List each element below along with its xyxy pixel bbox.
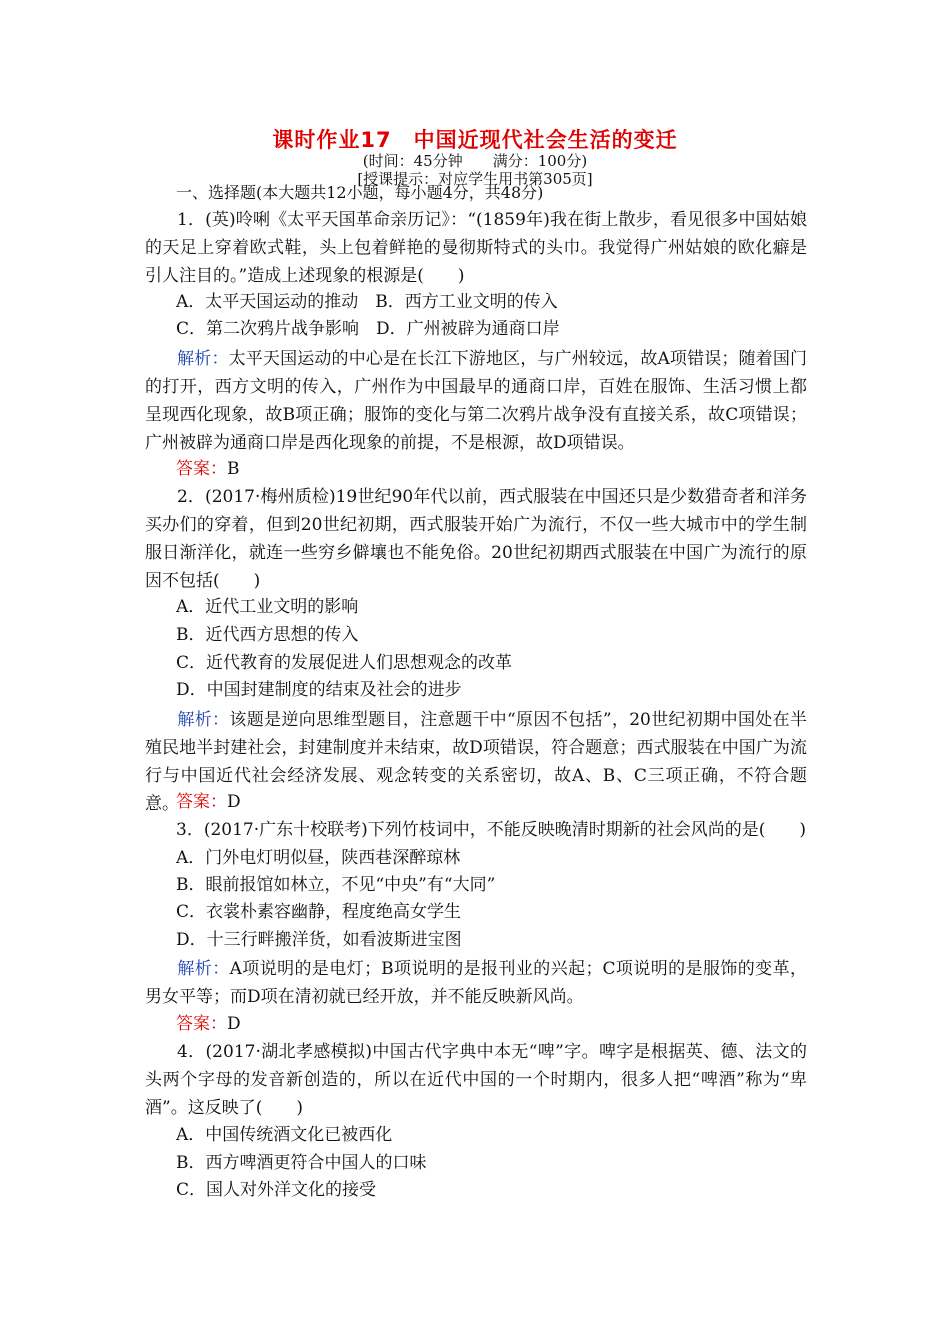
section-heading: 一、选择题(本大题共12小题，每小题4分，共48分) <box>176 183 544 202</box>
answer-value: D <box>227 792 241 812</box>
question-3-option-b: B．眼前报馆如林立，不见“中央”有“大同” <box>176 875 496 895</box>
question-2-option-c: C．近代教育的发展促进人们思想观念的改革 <box>176 653 513 673</box>
question-3-answer <box>176 1014 241 1034</box>
question-3-analysis <box>145 955 807 1011</box>
analysis-text: 太平天国运动的中心是在长江下游地区，与广州较远，故A项错误；随着国门的打开，西方文明的传入，广州作为中国最早的通商口岸，百姓在服饰、生活习惯上都呈现西化现象，故B项正确；服饰的变化与第二次鸦片战争没有直接关系，故C项错误；广州被辟为通商口岸是西化现象的前提，不是根源，故D项错误。 <box>145 349 808 453</box>
question-2-option-a: A．近代工业文明的影响 <box>176 597 359 617</box>
question-1-options-ab: A．太平天国运动的推动 B．西方工业文明的传入 <box>176 292 558 312</box>
analysis-label: 解析： <box>177 710 230 730</box>
page-title: 课时作业17 中国近现代社会生活的变迁 <box>272 128 678 152</box>
question-3-option-c: C．衣裳朴素容幽静，程度绝高女学生 <box>176 902 462 922</box>
question-3-option-a: A．门外电灯明似昼，陕西巷深醉琼林 <box>176 848 461 868</box>
question-4-option-b: B．西方啤酒更符合中国人的口味 <box>176 1153 427 1173</box>
answer-label: 答案： <box>176 792 227 812</box>
answer-label: 答案： <box>176 1014 227 1034</box>
question-4-option-a: A．中国传统酒文化已被西化 <box>176 1125 393 1145</box>
time-score-info: (时间：45分钟 满分：100分) <box>362 152 588 170</box>
question-1-answer <box>176 459 240 479</box>
analysis-label: 解析： <box>177 959 230 979</box>
question-2-analysis <box>145 706 807 818</box>
question-4-stem: 4．(2017·湖北孝感模拟)中国古代字典中本无“啤”字。啤字是根据英、德、法文的头两个字母的发音新创造的，所以在近代中国的一个时期内，很多人把“啤酒”称为“卑酒”。这反映了( ) <box>145 1042 807 1118</box>
answer-label: 答案： <box>176 459 227 479</box>
analysis-text: A项说明的是电灯；B项说明的是报刊业的兴起；C项说明的是服饰的变革，男女平等；而D项在清初就已经开放，并不能反映新风尚。 <box>145 959 807 1007</box>
analysis-text: 该题是逆向思维型题目，注意题干中“原因不包括”，20世纪初期中国处在半殖民地半封建社会，封建制度并未结束，故D项错误，符合题意；西式服装在中国广为流行与中国近代社会经济发展、观念转变的关系密切，故A、B、C三项正确，不符合题意。 <box>145 710 807 814</box>
analysis-label: 解析： <box>177 349 229 369</box>
question-3-stem: 3．(2017·广东十校联考)下列竹枝词中，不能反映晚清时期新的社会风尚的是( ) <box>176 820 807 840</box>
question-2-stem: 2．(2017·梅州质检)19世纪90年代以前，西式服装在中国还只是少数猎奇者和洋务买办们的穿着，但到20世纪初期，西式服装开始广为流行，不仅一些大城市中的学生制服日渐洋化，就连一些穷乡僻壤也不能免俗。20世纪初期西式服装在中国广为流行的原因不包括( ) <box>145 487 807 591</box>
question-3-option-d: D．十三行畔搬洋货，如看波斯进宝图 <box>176 930 462 950</box>
answer-value: D <box>227 1014 241 1034</box>
question-2-answer <box>176 792 241 812</box>
question-1-options-cd: C．第二次鸦片战争影响 D．广州被辟为通商口岸 <box>176 319 560 339</box>
question-4-option-c: C．国人对外洋文化的接受 <box>176 1180 377 1200</box>
question-2-option-b: B．近代西方思想的传入 <box>176 625 359 645</box>
answer-value: B <box>227 459 240 479</box>
textbook-hint: [授课提示：对应学生用书第305页] <box>357 170 593 188</box>
question-1-analysis <box>145 345 807 457</box>
question-1-stem: 1．(英)呤唎《太平天国革命亲历记》：“(1859年)我在街上散步，看见很多中国姑娘的天足上穿着欧式鞋，头上包着鲜艳的曼彻斯特式的头巾。我觉得广州姑娘的欧化癖是引人注目的。”造成上述现象的根源是( ) <box>145 210 807 286</box>
question-2-option-d: D．中国封建制度的结束及社会的进步 <box>176 680 462 700</box>
